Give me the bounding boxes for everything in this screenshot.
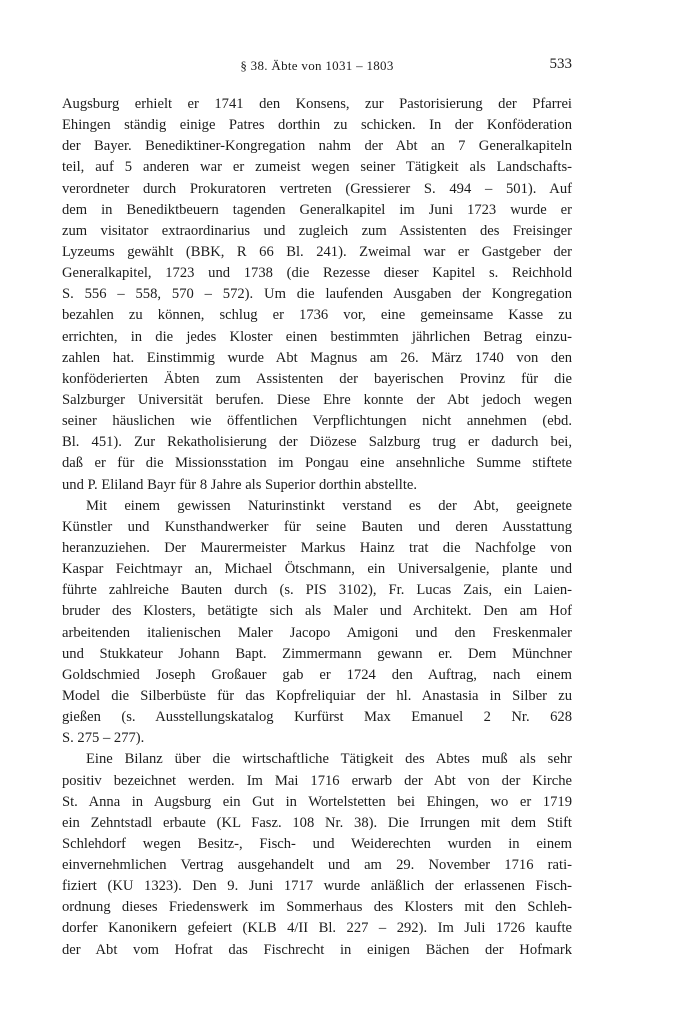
text-line: ein Zehntstadl erbaute (KL Fasz. 108 Nr. 38). Die Irrungen mit dem Stift [62,814,572,831]
text-line: und P. Eliland Bayr für 8 Jahre als Superior dorthin abstellte. [62,476,418,493]
page-number: 533 [549,56,572,72]
text-line: St. Anna in Augsburg ein Gut in Wortelstetten bei Ehingen, wo er 1719 [62,793,572,810]
text-line: errichten, in die jedes Kloster einen bestimmten jährlichen Betrag einzu- [62,328,572,345]
text-line: Schlehdorf wegen Besitz-, Fisch- und Weiderechten wurden in einem [62,835,572,852]
text-line: Künstler und Kunsthandwerker für seine Bauten und deren Ausstattung [62,518,572,535]
text-line: heranzuziehen. Der Maurermeister Markus Hainz trat die Nachfolge von [62,539,572,556]
text-line: Kaspar Feichtmayr an, Michael Ötschmann, ein Universalgenie, plante und [62,561,572,578]
text-line: einvernehmlichen Vertrag ausgehandelt und am 29. November 1716 rati- [62,857,572,874]
text-line: Model die Silberbüste für das Kopfreliquiar der hl. Anastasia in Silber zu [62,687,572,704]
text-line: zahlen hat. Einstimmig wurde Abt Magnus am 26. März 1740 von den [62,349,572,366]
section-title: § 38. Äbte von 1031 – 1803 [240,58,394,73]
text-line: Augsburg erhielt er 1741 den Konsens, zur Pastorisierung der Pfarrei [62,96,572,112]
text-line: Lyzeums gewählt (BBK, R 66 Bl. 241). Zweimal war er Gastgeber der [62,243,572,260]
body-text [62,94,572,961]
text-line: S. 275 – 277). [62,730,145,747]
text-line: dem in Benediktbeuern tagenden Generalkapitel im Juni 1723 wurde er [62,201,572,218]
text-line: Ehingen ständig einige Patres dorthin zu schicken. In der Konföderation [62,117,572,134]
text-line: fiziert (KU 1323). Den 9. Juni 1717 wurde anläßlich der erlassenen Fisch- [62,878,572,895]
text-line: zum visitator extraordinarius und zugleich zum Assistenten des Freisinger [62,222,572,239]
text-line: verordneter durch Prokuratoren vertreten (Gressierer S. 494 – 501). Auf [62,180,572,197]
text-line: konföderierten Äbten zum Assistenten der bayerischen Provinz für die [62,370,572,387]
text-line: bruder des Klosters, betätigte sich als Maler und Architekt. Den am Hof [62,603,572,620]
text-line: Eine Bilanz über die wirtschaftliche Tätigkeit des Abtes muß als sehr [86,751,572,768]
text-line: arbeitenden italienischen Maler Jacopo Amigoni und den Freskenmaler [62,624,572,641]
text-line: Generalkapitel, 1723 und 1738 (die Rezesse dieser Kapitel s. Reichhold [62,265,572,282]
text-line: der Bayer. Benediktiner-Kongregation nahm der Abt an 7 Generalkapiteln [62,138,572,155]
text-line: Bl. 451). Zur Rekatholisierung der Diözese Salzburg trug er dadurch bei, [62,434,572,451]
text-line: seiner häuslichen wie öffentlichen Verpflichtungen nicht annehmen (ebd. [62,413,572,430]
text-line: bezahlen zu können, schlug er 1736 vor, eine gemeinsame Kasse zu [62,307,572,324]
text-line: Goldschmied Joseph Großauer gab er 1724 den Auftrag, nach einem [62,666,572,683]
text-line: führte zahlreiche Bauten durch (s. PIS 3102), Fr. Lucas Zais, ein Laien- [62,582,572,599]
text-line: Salzburger Universität berufen. Diese Ehre konnte der Abt jedoch wegen [62,391,572,408]
text-line: gießen (s. Ausstellungskatalog Kurfürst Max Emanuel 2 Nr. 628 [62,709,572,726]
text-line: S. 556 – 558, 570 – 572). Um die laufenden Ausgaben der Kongregation [62,286,572,303]
running-head [62,56,572,78]
text-line: Mit einem gewissen Naturinstinkt verstand es der Abt, geeignete [86,497,572,514]
text-line: positiv bezeichnet werden. Im Mai 1716 erwarb der Abt von der Kirche [62,772,572,789]
text-line: daß er für die Missionsstation im Pongau eine ansehnliche Summe stiftete [62,455,572,472]
text-line: und Stukkateur Johann Bapt. Zimmermann gewann er. Dem Münchner [62,645,572,662]
text-line: ordnung dieses Friedenswerk im Sommerhaus des Klosters mit den Schleh- [62,899,572,916]
text-line: dorfer Kanonikern gefeiert (KLB 4/II Bl. 227 – 292). Im Juli 1726 kaufte [62,920,572,937]
text-line: teil, auf 5 anderen war er zumeist wegen seiner Tätigkeit als Landschafts- [62,159,572,176]
text-line: der Abt vom Hofrat das Fischrecht in einigen Bächen der Hofmark [62,941,572,958]
